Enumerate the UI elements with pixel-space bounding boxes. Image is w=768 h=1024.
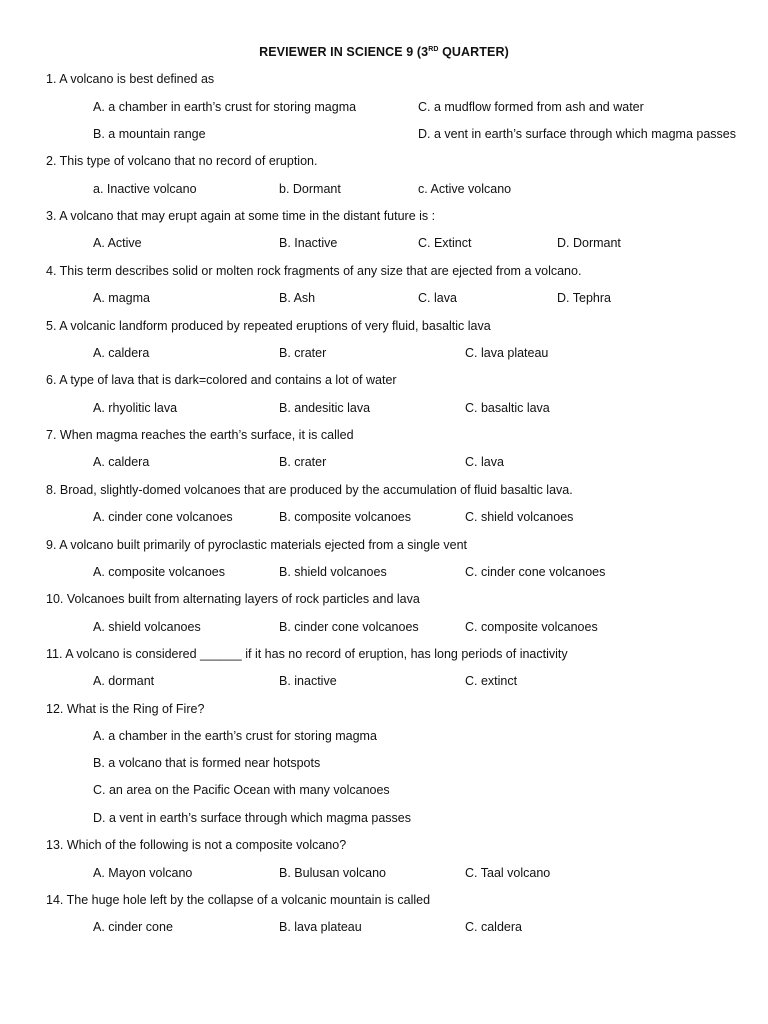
question-11: 11. A volcano is considered ______ if it has no record of eruption, has long periods of inactivity xyxy=(46,647,568,661)
q12-option-a: A. a chamber in the earth’s crust for storing magma xyxy=(93,729,377,743)
q10-option-c: C. composite volcanoes xyxy=(465,620,598,634)
q1-option-a: A. a chamber in earth’s crust for storing magma xyxy=(93,100,357,114)
q1-option-b: B. a mountain range xyxy=(93,127,206,141)
q11-option-a: A. dormant xyxy=(93,674,155,688)
title-main: REVIEWER IN SCIENCE 9 (3 xyxy=(259,45,429,59)
q2-option-b: b. Dormant xyxy=(279,182,341,196)
title-suffix: QUARTER) xyxy=(438,45,509,59)
q6-option-c: C. basaltic lava xyxy=(465,401,550,415)
question-12: 12. What is the Ring of Fire? xyxy=(46,702,205,716)
q8-option-b: B. composite volcanoes xyxy=(279,510,412,524)
q8-option-c: C. shield volcanoes xyxy=(465,510,574,524)
q2-option-a: a. Inactive volcano xyxy=(93,182,197,196)
q14-option-c: C. caldera xyxy=(465,920,522,934)
q12-option-c: C. an area on the Pacific Ocean with many volcanoes xyxy=(93,783,390,797)
q6-option-b: B. andesitic lava xyxy=(279,401,371,415)
q12-option-b: B. a volcano that is formed near hotspots xyxy=(93,756,321,770)
question-3: 3. A volcano that may erupt again at some time in the distant future is : xyxy=(46,209,436,223)
q5-option-a: A. caldera xyxy=(93,346,150,360)
q10-option-b: B. cinder cone volcanoes xyxy=(279,620,419,634)
page-title xyxy=(0,45,768,59)
q4-option-d: D. Tephra xyxy=(557,291,611,305)
q2-option-c: c. Active volcano xyxy=(418,182,512,196)
title-superscript: RD xyxy=(428,46,439,53)
q3-option-d: D. Dormant xyxy=(557,236,621,250)
q3-option-b: B. Inactive xyxy=(279,236,338,250)
q11-option-b: B. inactive xyxy=(279,674,337,688)
q13-option-a: A. Mayon volcano xyxy=(93,866,193,880)
q4-option-a: A. magma xyxy=(93,291,150,305)
q8-option-a: A. cinder cone volcanoes xyxy=(93,510,233,524)
q12-option-d: D. a vent in earth’s surface through which magma passes xyxy=(93,811,411,825)
question-6: 6. A type of lava that is dark=colored and contains a lot of water xyxy=(46,373,397,387)
q14-option-a: A. cinder cone xyxy=(93,920,173,934)
q5-option-b: B. crater xyxy=(279,346,327,360)
q4-option-c: C. lava xyxy=(418,291,457,305)
q11-option-c: C. extinct xyxy=(465,674,518,688)
question-14: 14. The huge hole left by the collapse of a volcanic mountain is called xyxy=(46,893,431,907)
question-1: 1. A volcano is best defined as xyxy=(46,72,215,86)
q9-option-b: B. shield volcanoes xyxy=(279,565,387,579)
q1-option-d: D. a vent in earth’s surface through which magma passes xyxy=(418,127,736,141)
q6-option-a: A. rhyolitic lava xyxy=(93,401,178,415)
q7-option-b: B. crater xyxy=(279,455,327,469)
q10-option-a: A. shield volcanoes xyxy=(93,620,201,634)
q9-option-c: C. cinder cone volcanoes xyxy=(465,565,606,579)
q3-option-a: A. Active xyxy=(93,236,142,250)
q1-option-c: C. a mudflow formed from ash and water xyxy=(418,100,644,114)
q3-option-c: C. Extinct xyxy=(418,236,472,250)
question-4: 4. This term describes solid or molten rock fragments of any size that are ejected from a volcano. xyxy=(46,264,582,278)
question-13: 13. Which of the following is not a composite volcano? xyxy=(46,838,347,852)
question-7: 7. When magma reaches the earth’s surface, it is called xyxy=(46,428,354,442)
question-8: 8. Broad, slightly-domed volcanoes that are produced by the accumulation of fluid basaltic lava. xyxy=(46,483,573,497)
q5-option-c: C. lava plateau xyxy=(465,346,549,360)
q13-option-c: C. Taal volcano xyxy=(465,866,551,880)
q14-option-b: B. lava plateau xyxy=(279,920,362,934)
question-10: 10. Volcanoes built from alternating layers of rock particles and lava xyxy=(46,592,420,606)
question-2: 2. This type of volcano that no record of eruption. xyxy=(46,154,318,168)
q7-option-c: C. lava xyxy=(465,455,504,469)
q9-option-a: A. composite volcanoes xyxy=(93,565,226,579)
question-9: 9. A volcano built primarily of pyroclastic materials ejected from a single vent xyxy=(46,538,468,552)
q13-option-b: B. Bulusan volcano xyxy=(279,866,387,880)
q7-option-a: A. caldera xyxy=(93,455,150,469)
question-5: 5. A volcanic landform produced by repeated eruptions of very fluid, basaltic lava xyxy=(46,319,491,333)
q4-option-b: B. Ash xyxy=(279,291,316,305)
